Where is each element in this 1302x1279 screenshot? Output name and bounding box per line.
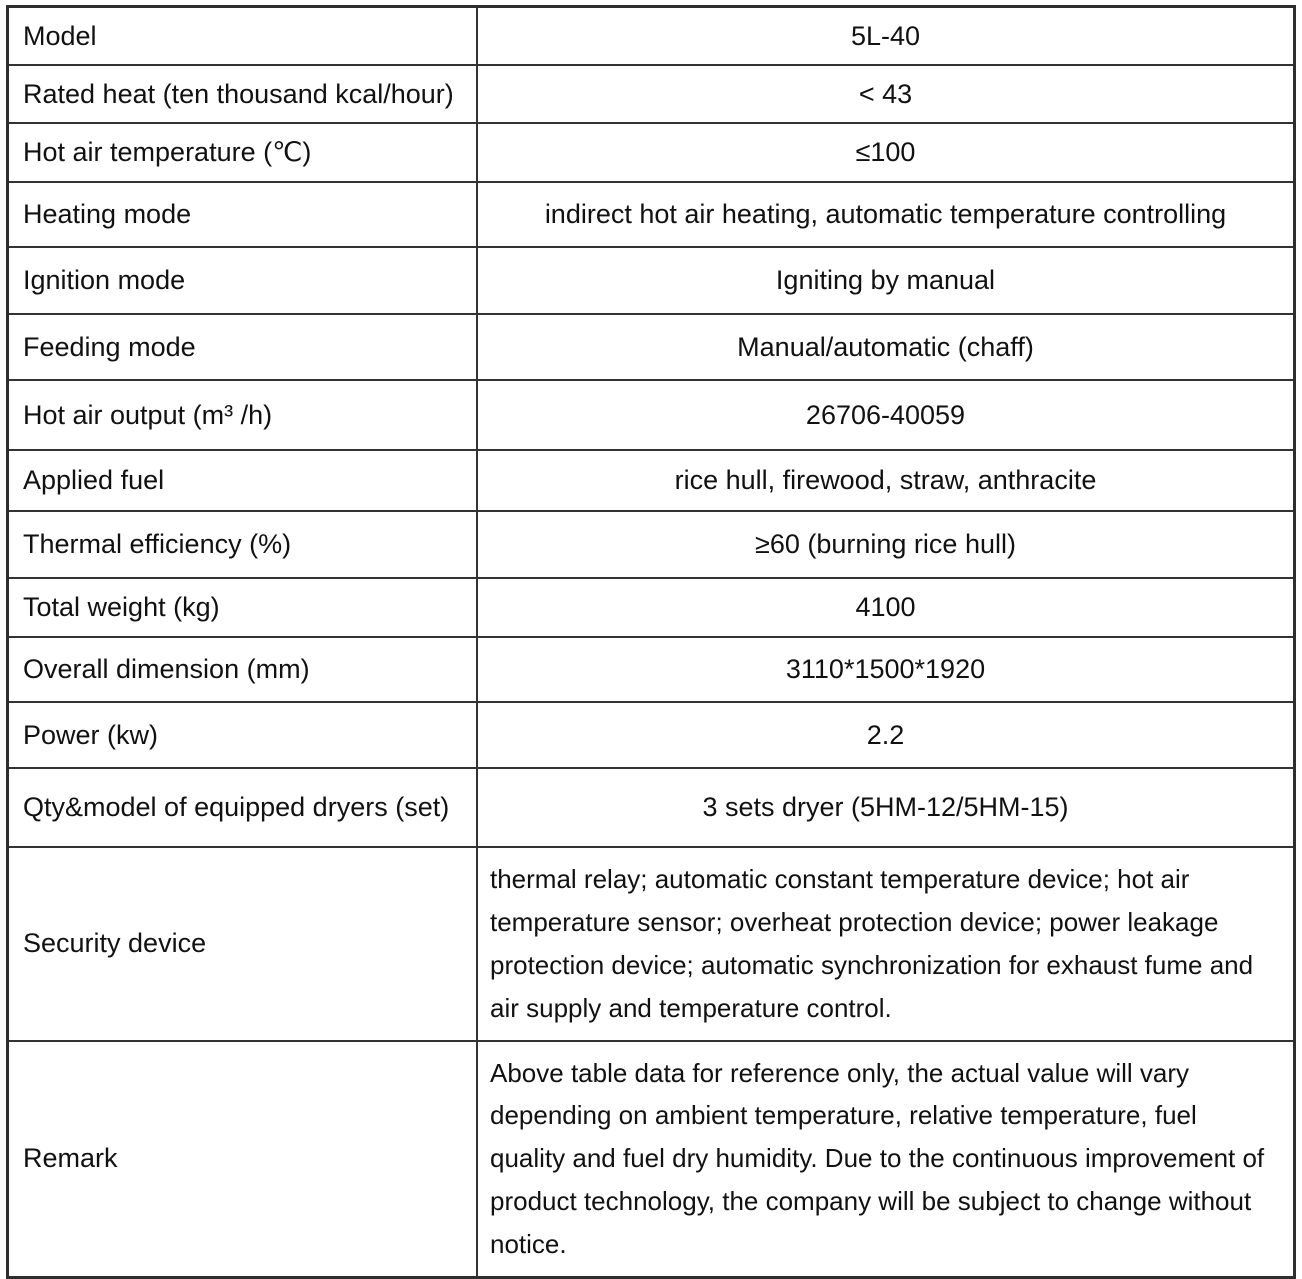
spec-row-ignition-mode: [8, 247, 1295, 314]
spec-value-ignition-mode: Igniting by manual: [477, 247, 1295, 314]
spec-row-total-weight-kg: [8, 578, 1295, 637]
spec-label-thermal-efficiency: Thermal efficiency (%): [8, 511, 478, 578]
spec-value-feeding-mode: Manual/automatic (chaff): [477, 314, 1295, 380]
spec-row-power-kw: [8, 702, 1295, 768]
spec-row-feeding-mode: [8, 314, 1295, 380]
spec-row-qty-model-of-equipped-dryers-set: [8, 768, 1295, 847]
spec-label-applied-fuel: Applied fuel: [8, 450, 478, 511]
spec-value-total-weight-kg: 4100: [477, 578, 1295, 637]
spec-value-overall-dimension-mm: 3110*1500*1920: [477, 637, 1295, 702]
spec-value-model: 5L-40: [477, 7, 1295, 66]
product-spec-table: [6, 5, 1296, 1279]
spec-value-remark: Above table data for reference only, the actual value will vary depending on ambient temperature, relative temperature, fuel quality and fuel dry humidity. Due to the continuous improvement of product technology, the company will be subject to change without notice.: [477, 1041, 1295, 1278]
spec-label-power-kw: Power (kw): [8, 702, 478, 768]
spec-row-rated-heat-ten-thousand-kcal-hour: [8, 65, 1295, 123]
spec-value-security-device: thermal relay; automatic constant temperature device; hot air temperature sensor; overheat protection device; power leakage protection device; automatic synchronization for exhaust fume and air supply and temperature control.: [477, 847, 1295, 1041]
spec-value-rated-heat-ten-thousand-kcal-hour: < 43: [477, 65, 1295, 123]
spec-value-power-kw: 2.2: [477, 702, 1295, 768]
spec-value-heating-mode: indirect hot air heating, automatic temperature controlling: [477, 182, 1295, 247]
spec-label-model: Model: [8, 7, 478, 66]
spec-label-qty-model-of-equipped-dryers-set: Qty&model of equipped dryers (set): [8, 768, 478, 847]
spec-label-remark: Remark: [8, 1041, 478, 1278]
spec-label-ignition-mode: Ignition mode: [8, 247, 478, 314]
spec-row-remark: [8, 1041, 1295, 1278]
spec-label-hot-air-temperature: Hot air temperature (℃): [8, 123, 478, 182]
spec-value-qty-model-of-equipped-dryers-set: 3 sets dryer (5HM-12/5HM-15): [477, 768, 1295, 847]
spec-value-hot-air-temperature: ≤100: [477, 123, 1295, 182]
spec-row-hot-air-temperature: [8, 123, 1295, 182]
spec-label-security-device: Security device: [8, 847, 478, 1041]
spec-row-model: [8, 7, 1295, 66]
spec-label-rated-heat-ten-thousand-kcal-hour: Rated heat (ten thousand kcal/hour): [8, 65, 478, 123]
spec-label-hot-air-output-m-h: Hot air output (m³ /h): [8, 380, 478, 450]
spec-value-applied-fuel: rice hull, firewood, straw, anthracite: [477, 450, 1295, 511]
spec-row-hot-air-output-m-h: [8, 380, 1295, 450]
spec-row-heating-mode: [8, 182, 1295, 247]
spec-label-total-weight-kg: Total weight (kg): [8, 578, 478, 637]
spec-label-overall-dimension-mm: Overall dimension (mm): [8, 637, 478, 702]
spec-row-applied-fuel: [8, 450, 1295, 511]
spec-value-hot-air-output-m-h: 26706-40059: [477, 380, 1295, 450]
spec-label-heating-mode: Heating mode: [8, 182, 478, 247]
spec-label-feeding-mode: Feeding mode: [8, 314, 478, 380]
spec-table-body: [8, 7, 1295, 1278]
spec-row-overall-dimension-mm: [8, 637, 1295, 702]
spec-value-thermal-efficiency: ≥60 (burning rice hull): [477, 511, 1295, 578]
spec-row-security-device: [8, 847, 1295, 1041]
spec-row-thermal-efficiency: [8, 511, 1295, 578]
